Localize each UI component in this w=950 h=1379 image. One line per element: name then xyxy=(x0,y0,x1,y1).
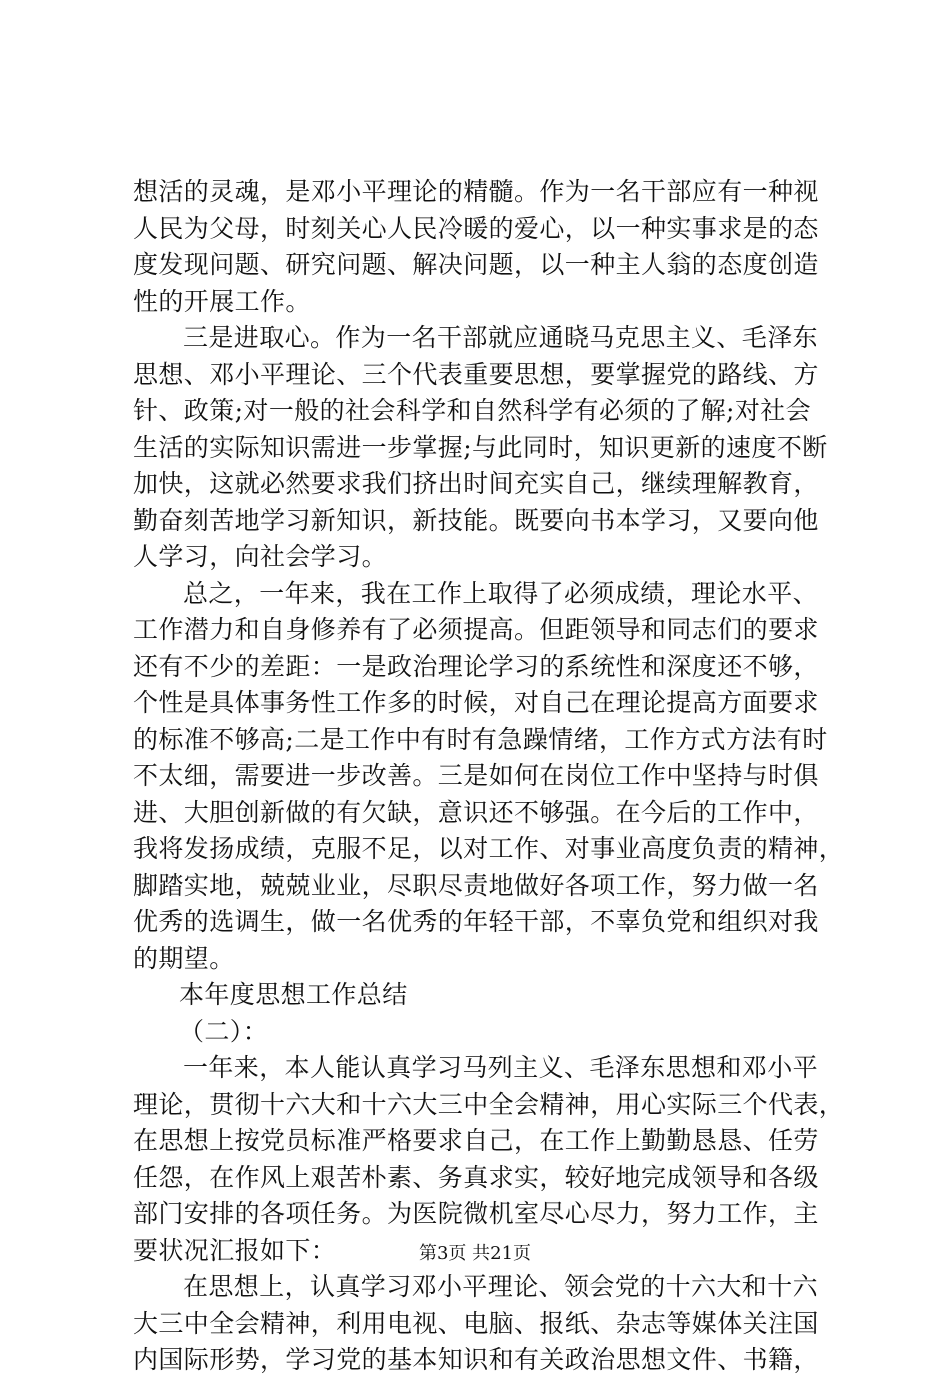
document-body xyxy=(133,174,845,1379)
text-line: 的期望。 xyxy=(133,943,235,973)
text-line: 想活的灵魂，是邓小平理论的精髓。作为一名干部应有一种视 xyxy=(133,177,819,206)
text-line: 针、政策;对一般的社会科学和自然科学有必须的了解;对社会 xyxy=(133,396,812,425)
text-line: 优秀的选调生，做一名优秀的年轻干部，不辜负党和组织对我 xyxy=(133,907,819,936)
text-line: 性的开展工作。 xyxy=(133,286,311,316)
text-line: 任怨，在作风上艰苦朴素、务真求实，较好地完成领导和各级 xyxy=(133,1162,819,1192)
text-line: 要状况汇报如下： xyxy=(133,1235,337,1265)
text-line: 不太细，需要进一步改善。三是如何在岗位工作中坚持与时俱 xyxy=(133,761,819,790)
text-line: 部门安排的各项任务。为医院微机室尽心尽力，努力工作，主 xyxy=(133,1199,819,1228)
section-title: 本年度思想工作总结 xyxy=(179,980,408,1009)
text-line: 人学习，向社会学习。 xyxy=(133,542,388,571)
text-line: 内国际形势，学习党的基本知识和有关政治思想文件、书籍， xyxy=(133,1345,819,1374)
text-line: 进、大胆创新做的有欠缺，意识还不够强。在今后的工作中， xyxy=(133,797,819,827)
text-line: 还有不少的差距：一是政治理论学习的系统性和深度还不够， xyxy=(133,651,819,681)
text-line: 理论，贯彻十六大和十六大三中全会精神，用心实际三个代表， xyxy=(133,1089,845,1119)
paragraph-start-line: 总之，一年来，我在工作上取得了必须成绩，理论水平、 xyxy=(183,578,819,608)
text-line: 大三中全会精神，利用电视、电脑、报纸、杂志等媒体关注国 xyxy=(133,1308,819,1338)
text-line: 生活的实际知识需进一步掌握;与此同时，知识更新的速度不断 xyxy=(133,432,828,462)
text-line: 在思想上按党员标准严格要求自己，在工作上勤勤恳恳、任劳 xyxy=(133,1126,819,1155)
text-line: 加快，这就必然要求我们挤出时间充实自己，继续理解教育， xyxy=(133,469,819,498)
text-line: 思想、邓小平理论、三个代表重要思想，要掌握党的路线、方 xyxy=(133,359,819,389)
text-line: 工作潜力和自身修养有了必须提高。但距领导和同志们的要求 xyxy=(133,615,819,644)
page-number-footer: 第3页 共21页 xyxy=(418,1243,532,1264)
paragraph-start-line: 一年来，本人能认真学习马列主义、毛泽东思想和邓小平 xyxy=(183,1053,819,1082)
paragraph-start-line: 三是进取心。作为一名干部就应通晓马克思主义、毛泽东 xyxy=(183,323,819,352)
text-line: 个性是具体事务性工作多的时候，对自己在理论提高方面要求 xyxy=(133,688,819,717)
text-line: 我将发扬成绩，克服不足，以对工作、对事业高度负责的精神， xyxy=(133,834,845,863)
section-subtitle: （二）： xyxy=(179,1016,269,1046)
text-line: 人民为父母，时刻关心人民冷暖的爱心，以一种实事求是的态 xyxy=(133,213,819,243)
text-line: 脚踏实地，兢兢业业，尽职尽责地做好各项工作，努力做一名 xyxy=(133,870,819,900)
paragraph-start-line: 在思想上，认真学习邓小平理论、领会党的十六大和十六 xyxy=(183,1272,819,1301)
text-line: 的标准不够高;二是工作中有时有急躁情绪，工作方式方法有时 xyxy=(133,724,828,754)
text-line: 勤奋刻苦地学习新知识，新技能。既要向书本学习，又要向他 xyxy=(133,505,819,535)
text-line: 度发现问题、研究问题、解决问题，以一种主人翁的态度创造 xyxy=(133,250,819,279)
